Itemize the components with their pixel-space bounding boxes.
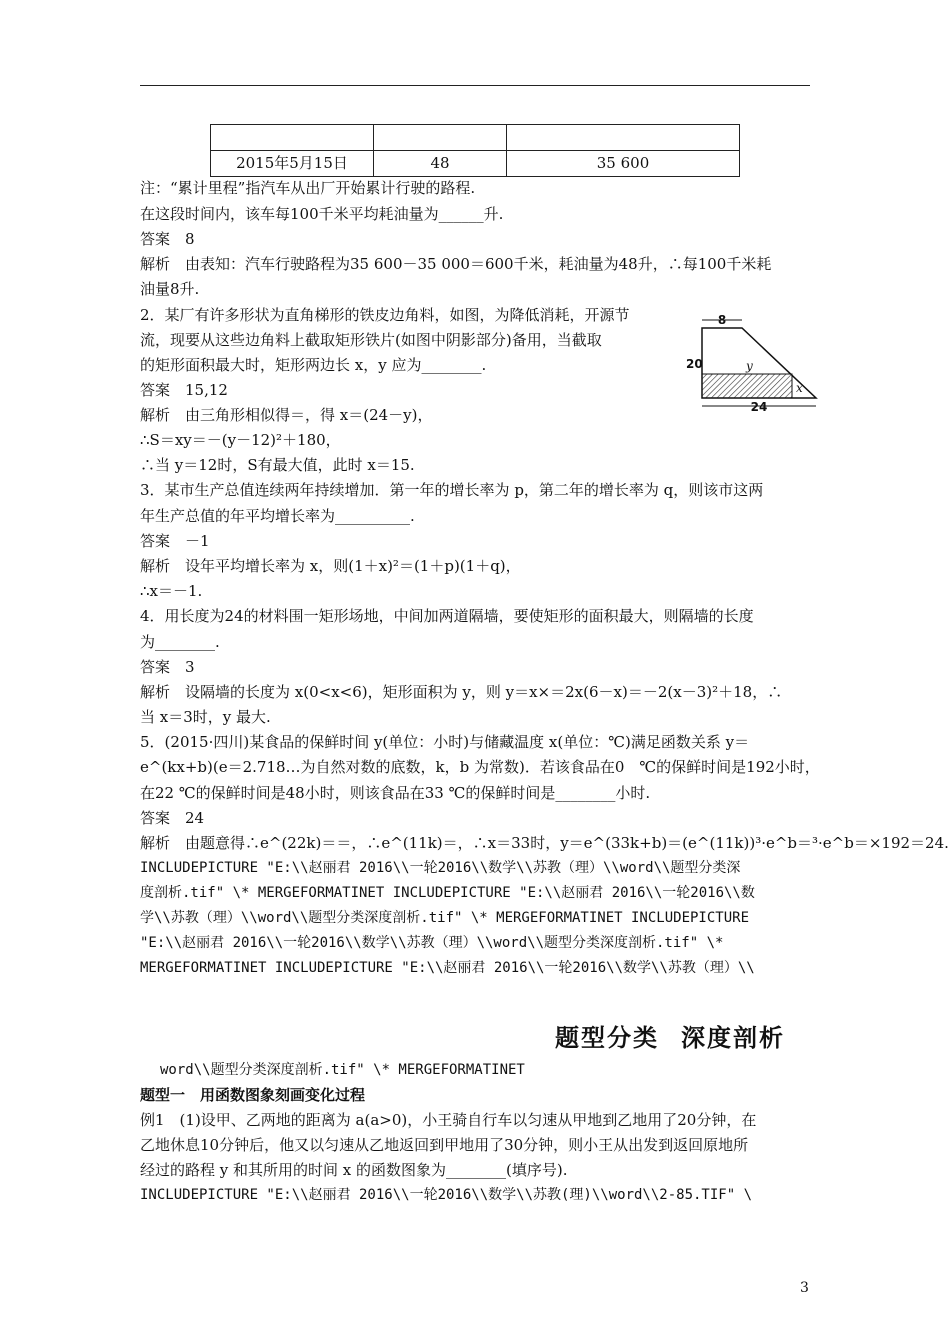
include-line: INCLUDEPICTURE "E:\\赵丽君 2016\\一轮2016\\数学\\苏教(理)\\word\\2-85.TIF" \ (140, 1187, 753, 1203)
table-row (211, 125, 740, 151)
header-rule (140, 85, 810, 86)
text-line: 答案 24 (140, 809, 205, 827)
text-line: 的矩形面积最大时，矩形两边长 x，y 应为________. (140, 356, 487, 374)
text-line: e^(kx+b)(e＝2.718…为自然对数的底数，k，b 为常数)．若该食品在0 ℃的保鲜时间是192小时， (140, 758, 820, 776)
page-number: 3 (800, 1280, 809, 1296)
text-line: 答案 3 (140, 658, 195, 676)
table-cell (211, 125, 374, 151)
table-row (211, 151, 740, 177)
top-length-label: 8 (717, 313, 727, 327)
left-height-label: 20 (686, 357, 703, 371)
include-line: word\\题型分类深度剖析.tif" \* MERGEFORMATINET (160, 1062, 525, 1078)
text-line: 解析 设隔墙的长度为 x(0<x<6)，矩形面积为 y，则 y＝x×＝2x(6－x)＝－2(x－3)²＋18，∴ (140, 683, 783, 701)
text-line: 注：“累计里程”指汽车从出厂开始累计行驶的路程. (140, 179, 476, 197)
text-line: 3．某市生产总值连续两年持续增加．第一年的增长率为 p，第二年的增长率为 q，则该市这两 (140, 481, 764, 499)
text-line: 油量8升. (140, 280, 200, 298)
text-line: 乙地休息10分钟后，他又以匀速从乙地返回到甲地用了30分钟，则小王从出发到返回原地所 (140, 1136, 749, 1154)
text-line: 经过的路程 y 和其所用的时间 x 的函数图象为________(填序号). (140, 1161, 568, 1179)
table-cell (374, 125, 507, 151)
section-heading (555, 1018, 785, 1053)
text-line: 4．用长度为24的材料围一矩形场地，中间加两道隔墙，要使矩形的面积最大，则隔墙的长度 (140, 607, 754, 625)
text-line: 在这段时间内，该车每100千米平均耗油量为______升. (140, 205, 504, 223)
text-line: 解析 由题意得∴e^(22k)＝＝，∴e^(11k)＝，∴x＝33时，y＝e^(33k+b)＝(e^(11k))³·e^b＝³·e^b＝×192＝24. (140, 834, 949, 852)
text-line: ∴当 y＝12时，S有最大值，此时 x＝15. (140, 456, 415, 474)
include-line: INCLUDEPICTURE "E:\\赵丽君 2016\\一轮2016\\数学\\苏教（理）\\word\\题型分类深 (140, 860, 741, 876)
text-line: ∴S＝xy＝－(y－12)²＋180， (140, 431, 341, 449)
text-line: 2．某厂有许多形状为直角梯形的铁皮边角料，如图，为降低消耗，开源节 (140, 306, 630, 324)
text-line: 解析 设年平均增长率为 x，则(1＋x)²＝(1＋p)(1＋q)， (140, 557, 521, 575)
table-cell: 35 600 (507, 151, 740, 177)
y-side-label: y (746, 359, 753, 373)
include-line: "E:\\赵丽君 2016\\一轮2016\\数学\\苏教（理）\\word\\题型分类深度剖析.tif" \* (140, 935, 724, 951)
data-table (210, 124, 740, 177)
table-cell: 2015年5月15日 (211, 151, 374, 177)
include-line: 学\\苏教（理）\\word\\题型分类深度剖析.tif" \* MERGEFORMATINET INCLUDEPICTURE (140, 910, 750, 926)
shaded-rectangle (702, 374, 792, 398)
text-line: 5．(2015·四川)某食品的保鲜时间 y(单位：小时)与储藏温度 x(单位：℃)满足函数关系 y＝ (140, 733, 750, 751)
x-side-label: x (796, 381, 803, 395)
include-line: 度剖析.tif" \* MERGEFORMATINET INCLUDEPICTURE "E:\\赵丽君 2016\\一轮2016\\数 (140, 885, 755, 901)
topic-title: 题型一 用函数图象刻画变化过程 (140, 1086, 366, 1104)
text-line: 为________. (140, 633, 220, 651)
table-cell (507, 125, 740, 151)
bottom-length-label: 24 (750, 400, 768, 414)
trapezoid-figure (680, 310, 820, 415)
include-line: MERGEFORMATINET INCLUDEPICTURE "E:\\赵丽君 2016\\一轮2016\\数学\\苏教（理）\\ (140, 960, 755, 976)
text-line: 答案 15,12 (140, 381, 228, 399)
text-line: 流，现要从这些边角料上截取矩形铁片(如图中阴影部分)备用，当截取 (140, 331, 602, 349)
table-cell: 48 (374, 151, 507, 177)
text-line: 解析 由三角形相似得＝，得 x＝(24－y)， (140, 406, 433, 424)
section-heading-part: 题型分类 (555, 1024, 659, 1052)
text-line: 在22 ℃的保鲜时间是48小时，则该食品在33 ℃的保鲜时间是________小时. (140, 784, 651, 802)
text-line: 年生产总值的年平均增长率为__________. (140, 507, 415, 525)
text-line: 答案 －1 (140, 532, 210, 550)
text-line: 解析 由表知：汽车行驶路程为35 600－35 000＝600千米，耗油量为48升，∴每100千米耗 (140, 255, 772, 273)
text-line: ∴x＝－1. (140, 582, 203, 600)
text-line: 当 x＝3时，y 最大. (140, 708, 271, 726)
section-heading-part: 深度剖析 (681, 1024, 785, 1052)
text-line: 答案 8 (140, 230, 195, 248)
text-line: 例1 (1)设甲、乙两地的距离为 a(a>0)，小王骑自行车以匀速从甲地到乙地用了20分钟，在 (140, 1111, 757, 1129)
